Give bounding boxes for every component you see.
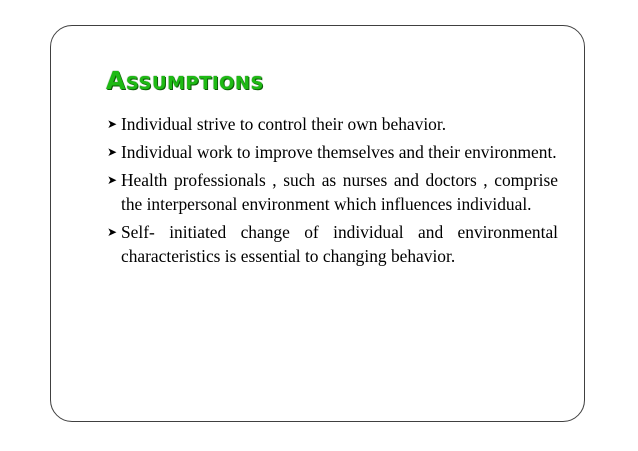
bullet-text: Individual strive to control their own behavior. <box>121 114 447 134</box>
bullet-list <box>106 112 558 272</box>
bullet-text: Health professionals , such as nurses and doctors , comprise the interpersonal environment which influences individual. <box>121 170 558 214</box>
bullet-item <box>106 168 558 216</box>
bullet-text: Self- initiated change of individual and environmental characteristics is essential to changing behavior. <box>121 222 558 266</box>
arrowhead-bullet-icon: ➤ <box>107 117 118 131</box>
bullet-item <box>106 112 558 136</box>
bullet-item <box>106 220 558 268</box>
bullet-text: Individual work to improve themselves and their environment. <box>121 142 557 162</box>
arrowhead-bullet-icon: ➤ <box>107 225 118 239</box>
slide-title: Assumptions <box>106 66 264 95</box>
arrowhead-bullet-icon: ➤ <box>107 173 118 187</box>
arrowhead-bullet-icon: ➤ <box>107 145 118 159</box>
bullet-item <box>106 140 558 164</box>
